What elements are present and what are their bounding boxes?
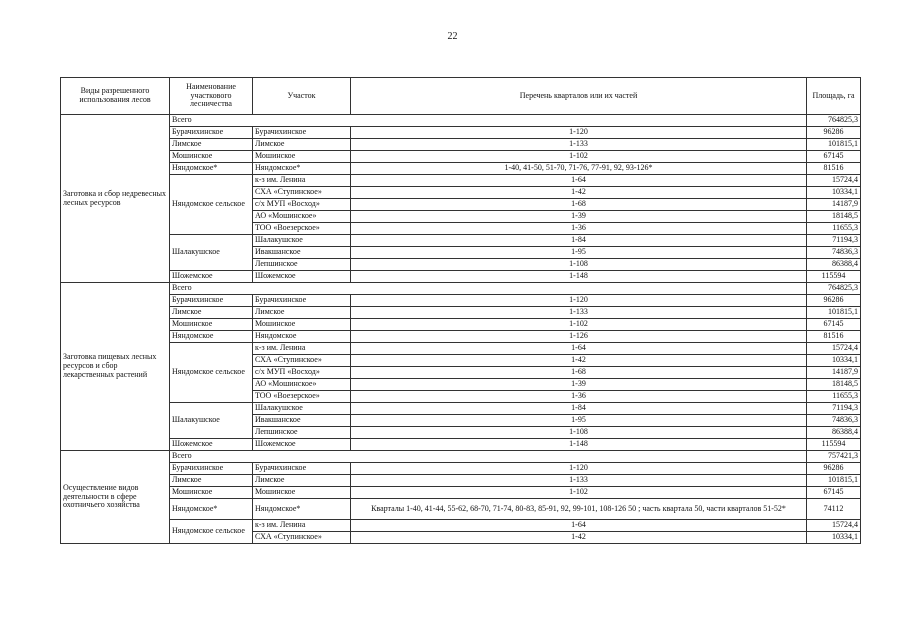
kvartaly-cell: 1-36 (351, 223, 807, 235)
kvartaly-cell: 1-120 (351, 127, 807, 139)
uchastok-cell: Бурачихинское (253, 463, 351, 475)
area-cell: 15724,4 (807, 520, 861, 532)
area-cell: 14187,9 (807, 367, 861, 379)
kvartaly-cell: 1-64 (351, 520, 807, 532)
forest-use-table (60, 77, 861, 544)
area-cell: 67145 (807, 319, 861, 331)
kvartaly-cell: 1-42 (351, 187, 807, 199)
total-label: Всего (170, 283, 807, 295)
uchastok-cell: Ивакшанское (253, 415, 351, 427)
kvartaly-cell: 1-68 (351, 199, 807, 211)
lesnichestvo-cell: Лимское (170, 307, 253, 319)
area-cell: 10334,1 (807, 187, 861, 199)
header-kvartaly: Перечень кварталов или их частей (351, 78, 807, 115)
uchastok-cell: Лепшинское (253, 427, 351, 439)
table-row (61, 283, 861, 295)
kvartaly-cell: 1-95 (351, 247, 807, 259)
kvartaly-cell: 1-102 (351, 487, 807, 499)
table-row (61, 235, 861, 247)
kvartaly-cell: 1-148 (351, 271, 807, 283)
table-row (61, 295, 861, 307)
use-type-cell: Осуществление видов деятельности в сфере охотничьего хозяйства (61, 451, 170, 544)
kvartaly-cell: 1-133 (351, 139, 807, 151)
table-row (61, 487, 861, 499)
uchastok-cell: с/х МУП «Восход» (253, 367, 351, 379)
lesnichestvo-cell: Бурачихинское (170, 127, 253, 139)
table-row (61, 151, 861, 163)
area-cell: 764825,3 (807, 283, 861, 295)
page-number: 22 (447, 31, 458, 42)
kvartaly-cell: 1-42 (351, 532, 807, 544)
area-cell: 18148,5 (807, 379, 861, 391)
kvartaly-cell: 1-84 (351, 235, 807, 247)
kvartaly-cell: 1-108 (351, 259, 807, 271)
uchastok-cell: СХА «Ступинское» (253, 532, 351, 544)
lesnichestvo-cell: Мошинское (170, 319, 253, 331)
table-row (61, 163, 861, 175)
area-cell: 67145 (807, 151, 861, 163)
area-cell: 15724,4 (807, 343, 861, 355)
uchastok-cell: Мошинское (253, 151, 351, 163)
uchastok-cell: к-з им. Ленина (253, 175, 351, 187)
uchastok-cell: с/х МУП «Восход» (253, 199, 351, 211)
area-cell: 757421,3 (807, 451, 861, 463)
table-header-row (61, 78, 861, 115)
lesnichestvo-cell: Шалакушское (170, 235, 253, 271)
area-cell: 71194,3 (807, 235, 861, 247)
table-row (61, 175, 861, 187)
lesnichestvo-cell: Бурачихинское (170, 295, 253, 307)
area-cell: 74836,3 (807, 415, 861, 427)
kvartaly-cell: 1-36 (351, 391, 807, 403)
area-cell: 10334,1 (807, 532, 861, 544)
uchastok-cell: АО «Мошинское» (253, 379, 351, 391)
kvartaly-cell: 1-133 (351, 475, 807, 487)
area-cell: 11655,3 (807, 391, 861, 403)
table-row (61, 439, 861, 451)
lesnichestvo-cell: Шожемское (170, 271, 253, 283)
kvartaly-cell: 1-40, 41-50, 51-70, 71-76, 77-91, 92, 93-126* (351, 163, 807, 175)
header-area: Площадь, га (807, 78, 861, 115)
uchastok-cell: Мошинское (253, 487, 351, 499)
uchastok-cell: к-з им. Ленина (253, 520, 351, 532)
total-label: Всего (170, 115, 807, 127)
total-label: Всего (170, 451, 807, 463)
table-row (61, 271, 861, 283)
uchastok-cell: ТОО «Воезерское» (253, 223, 351, 235)
kvartaly-cell: 1-95 (351, 415, 807, 427)
lesnichestvo-cell: Лимское (170, 475, 253, 487)
area-cell: 67145 (807, 487, 861, 499)
uchastok-cell: к-з им. Ленина (253, 343, 351, 355)
area-cell: 14187,9 (807, 199, 861, 211)
area-cell: 81516 (807, 163, 861, 175)
area-cell: 115594 (807, 271, 861, 283)
table-row (61, 463, 861, 475)
table-row (61, 331, 861, 343)
lesnichestvo-cell: Мошинское (170, 487, 253, 499)
uchastok-cell: ТОО «Воезерское» (253, 391, 351, 403)
kvartaly-cell: 1-102 (351, 151, 807, 163)
header-uchastok: Участок (253, 78, 351, 115)
uchastok-cell: Лимское (253, 139, 351, 151)
use-type-cell: Заготовка и сбор недревесных лесных ресурсов (61, 115, 170, 283)
kvartaly-cell: 1-126 (351, 331, 807, 343)
area-cell: 86388,4 (807, 259, 861, 271)
kvartaly-cell: 1-64 (351, 343, 807, 355)
table-row (61, 451, 861, 463)
table-row (61, 115, 861, 127)
kvartaly-cell: 1-148 (351, 439, 807, 451)
kvartaly-cell: 1-68 (351, 367, 807, 379)
lesnichestvo-cell: Шалакушское (170, 403, 253, 439)
uchastok-cell: Шалакушское (253, 403, 351, 415)
lesnichestvo-cell: Шожемское (170, 439, 253, 451)
uchastok-cell: Бурачихинское (253, 295, 351, 307)
uchastok-cell: Ивакшанское (253, 247, 351, 259)
area-cell: 96286 (807, 463, 861, 475)
uchastok-cell: Няндомское* (253, 163, 351, 175)
use-type-cell: Заготовка пищевых лесных ресурсов и сбор лекарственных растений (61, 283, 170, 451)
uchastok-cell: Бурачихинское (253, 127, 351, 139)
table-row (61, 139, 861, 151)
header-use-type: Виды разрешенного использования лесов (61, 78, 170, 115)
area-cell: 10334,1 (807, 355, 861, 367)
uchastok-cell: Няндомское (253, 331, 351, 343)
lesnichestvo-cell: Лимское (170, 139, 253, 151)
kvartaly-cell: 1-42 (351, 355, 807, 367)
lesnichestvo-cell: Няндомское* (170, 163, 253, 175)
table-row (61, 127, 861, 139)
header-lesnichestvo: Наименование участкового лесничества (170, 78, 253, 115)
area-cell: 74836,3 (807, 247, 861, 259)
uchastok-cell: АО «Мошинское» (253, 211, 351, 223)
area-cell: 11655,3 (807, 223, 861, 235)
uchastok-cell: Лепшинское (253, 259, 351, 271)
area-cell: 74112 (807, 499, 861, 520)
kvartaly-cell: 1-84 (351, 403, 807, 415)
uchastok-cell: Шожемское (253, 439, 351, 451)
uchastok-cell: Лимское (253, 475, 351, 487)
uchastok-cell: Шожемское (253, 271, 351, 283)
kvartaly-cell: 1-39 (351, 211, 807, 223)
uchastok-cell: СХА «Ступинское» (253, 355, 351, 367)
kvartaly-cell: 1-39 (351, 379, 807, 391)
kvartaly-cell: 1-120 (351, 295, 807, 307)
area-cell: 15724,4 (807, 175, 861, 187)
table-row (61, 499, 861, 520)
lesnichestvo-cell: Бурачихинское (170, 463, 253, 475)
lesnichestvo-cell: Няндомское сельское (170, 520, 253, 544)
area-cell: 96286 (807, 127, 861, 139)
uchastok-cell: СХА «Ступинское» (253, 187, 351, 199)
lesnichestvo-cell: Няндомское сельское (170, 175, 253, 235)
lesnichestvo-cell: Няндомское сельское (170, 343, 253, 403)
lesnichestvo-cell: Няндомское* (170, 499, 253, 520)
kvartaly-cell: 1-64 (351, 175, 807, 187)
area-cell: 96286 (807, 295, 861, 307)
table-row (61, 475, 861, 487)
kvartaly-cell: 1-133 (351, 307, 807, 319)
kvartaly-cell: 1-102 (351, 319, 807, 331)
area-cell: 101815,1 (807, 139, 861, 151)
table-row (61, 307, 861, 319)
area-cell: 764825,3 (807, 115, 861, 127)
area-cell: 71194,3 (807, 403, 861, 415)
area-cell: 101815,1 (807, 307, 861, 319)
uchastok-cell: Няндомское* (253, 499, 351, 520)
area-cell: 86388,4 (807, 427, 861, 439)
kvartaly-cell: 1-120 (351, 463, 807, 475)
table-row (61, 343, 861, 355)
uchastok-cell: Лимское (253, 307, 351, 319)
area-cell: 18148,5 (807, 211, 861, 223)
uchastok-cell: Шалакушское (253, 235, 351, 247)
lesnichestvo-cell: Няндомское (170, 331, 253, 343)
table-row (61, 520, 861, 532)
kvartaly-cell: 1-108 (351, 427, 807, 439)
area-cell: 81516 (807, 331, 861, 343)
area-cell: 101815,1 (807, 475, 861, 487)
lesnichestvo-cell: Мошинское (170, 151, 253, 163)
uchastok-cell: Мошинское (253, 319, 351, 331)
area-cell: 115594 (807, 439, 861, 451)
kvartaly-cell: Кварталы 1-40, 41-44, 55-62, 68-70, 71-74, 80-83, 85-91, 92, 99-101, 108-126 50 ; часть квартала 50, части кварталов 51-52* (351, 499, 807, 520)
table-row (61, 403, 861, 415)
table-row (61, 319, 861, 331)
